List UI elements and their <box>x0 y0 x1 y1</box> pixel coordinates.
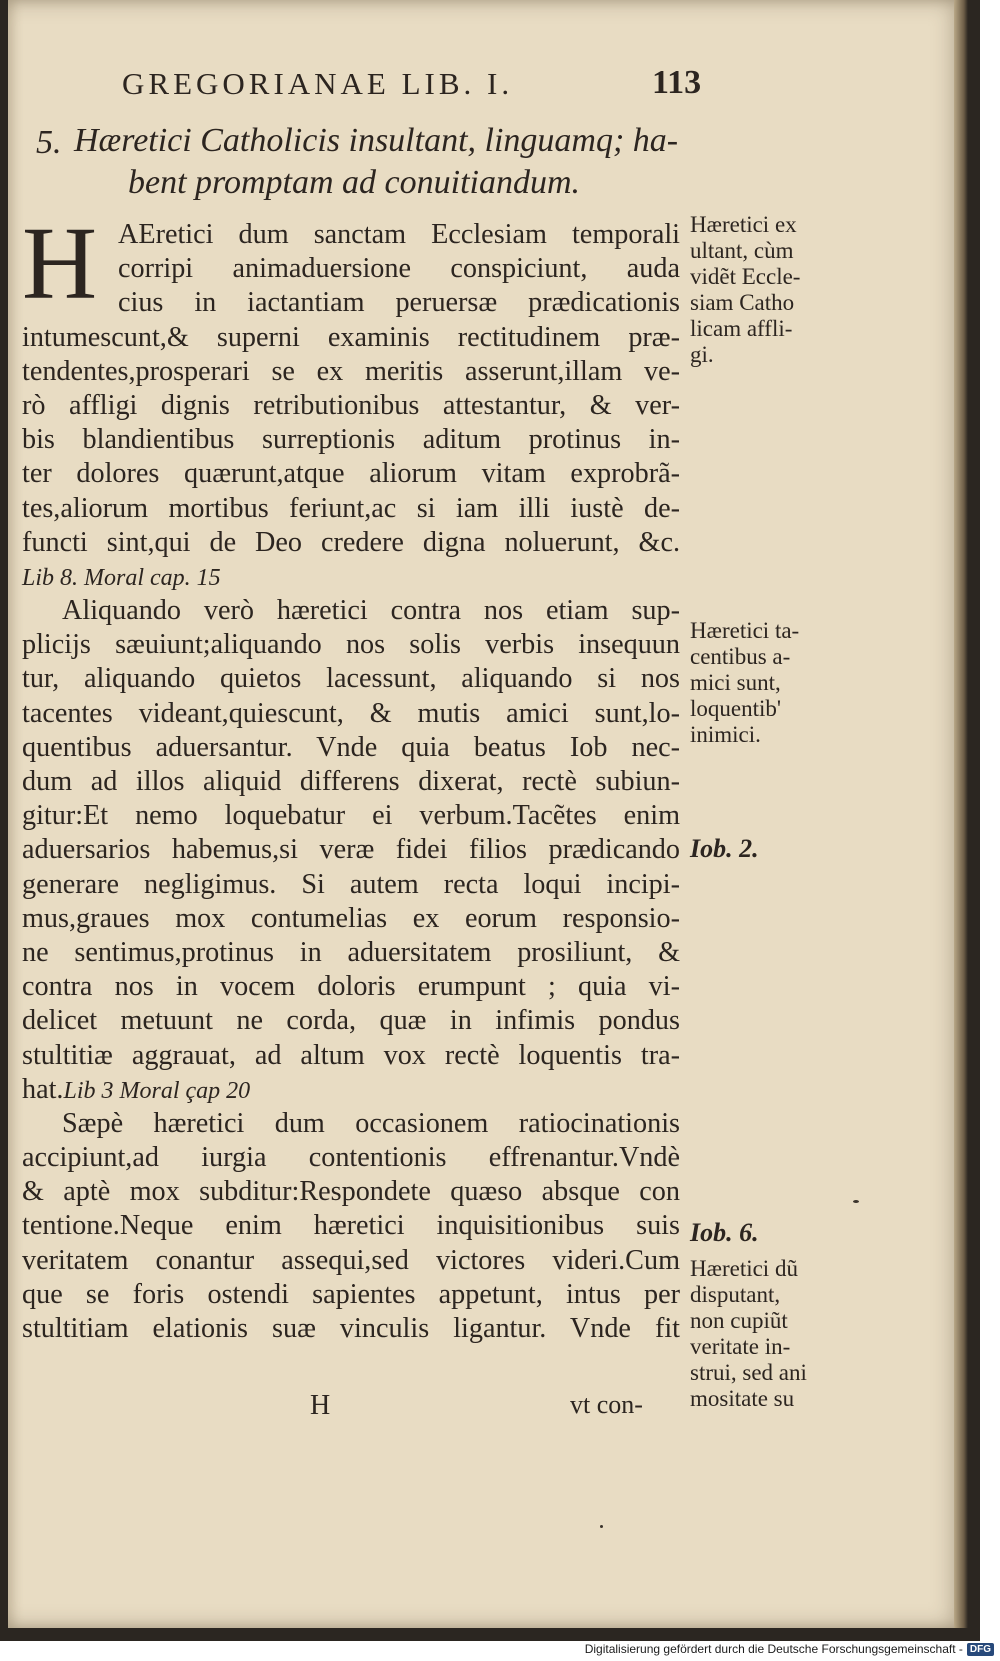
text-line: accipiunt,ad iurgia contentionis effrenantur.Vndè <box>22 1142 680 1174</box>
margin-line: centibus a- <box>690 644 791 669</box>
margin-line: licam affli- <box>690 316 793 341</box>
margin-line: ultant, cùm <box>690 238 794 263</box>
text-line: generare negligimus. Si autem recta loqui incipi- <box>22 868 680 900</box>
footer-text: Digitalisierung gefördert durch die Deutsche Forschungsgemeinschaft - <box>584 1642 963 1656</box>
text-line: tur, aliquando quietos lacessunt, aliquando si nos <box>22 663 680 695</box>
text-line: dum ad illos aliquid differens dixerat, rectè subiun- <box>22 766 680 797</box>
section-number: 5. <box>36 124 62 161</box>
text-line: & aptè mox subditur:Respondete quæso absque con <box>22 1176 680 1208</box>
margin-ref-iob-2: Iob. 2. <box>690 834 759 863</box>
text-line: tacentes videant,quiescunt, & mutis amici sunt,lo- <box>22 697 680 729</box>
text-line: veritatem conantur assequi,sed victores videri.Cum <box>22 1244 680 1276</box>
text-line: functi sint,qui de Deo credere digna noluerunt, &c. <box>22 526 680 558</box>
margin-line: Hæretici ex <box>690 212 797 237</box>
heading-line-1: Hæretici Catholicis insultant, linguamq; ha- <box>74 122 679 159</box>
paper-speck <box>600 1525 603 1528</box>
margin-line: loquentib' <box>690 696 782 721</box>
text-line: stultitiæ aggrauat, ad altum vox rectè loquentis tra- <box>22 1039 680 1071</box>
margin-line: Hæretici ta- <box>690 618 800 643</box>
text-line: tes,aliorum mortibus feriunt,ac si iam illi iustè de- <box>22 492 680 524</box>
citation-lib3: Lib 3 Moral çap 20 <box>63 1077 251 1104</box>
margin-line: mositate su <box>690 1386 795 1411</box>
text-line: delicet metuunt ne corda, quæ in infimis pondus <box>22 1005 680 1037</box>
section-heading <box>74 120 684 204</box>
text-line: corripi animaduersione conspiciunt, auda <box>118 253 680 285</box>
text-line: mus,graues mox contumelias ex eorum responsio- <box>22 902 680 934</box>
margin-note-2 <box>690 618 840 748</box>
drop-cap-initial: H <box>22 206 98 321</box>
margin-line: disputant, <box>690 1282 781 1307</box>
margin-line: gi. <box>690 342 714 367</box>
digitization-footer <box>585 1642 994 1656</box>
text-line: Aliquando verò hæretici contra nos etiam sup- <box>62 595 680 627</box>
text-line: ne sentimus,protinus in aduersitatem prosiliunt, & <box>22 936 680 968</box>
margin-line: mici sunt, <box>690 670 781 695</box>
dfg-logo: DFG <box>967 1643 994 1656</box>
signature-mark: H <box>310 1390 331 1421</box>
citation-lib8: Lib 8. Moral cap. 15 <box>22 564 221 591</box>
text-line: tentione.Neque enim hæretici inquisitionibus suis <box>22 1210 680 1242</box>
margin-line: non cupiũt <box>690 1308 788 1333</box>
text-line: tendentes,prosperari se ex meritis asserunt,illam ve- <box>22 355 680 387</box>
text-line-with-citation <box>22 1073 680 1107</box>
page-edge-shadow <box>954 0 968 1628</box>
margin-ref-iob-6: Iob. 6. <box>690 1218 759 1247</box>
main-text-column <box>22 206 680 1346</box>
text-line: Sæpè hæretici dum occasionem ratiocinationis <box>62 1107 680 1139</box>
citation-line <box>22 560 680 594</box>
text-line: intumescunt,& superni examinis rectitudinem præ- <box>22 321 680 353</box>
margin-line: veritate in- <box>690 1334 791 1359</box>
page-number: 113 <box>652 64 702 101</box>
text-line: ter dolores quærunt,atque aliorum vitam exprobrã- <box>22 458 680 490</box>
margin-line: vidẽt Eccle- <box>690 264 801 289</box>
text-line: stultitiam elationis suæ vinculis ligantur. Vnde fit <box>22 1313 680 1344</box>
catchword: vt con- <box>570 1390 643 1419</box>
text-line: rò affligi dignis retributionibus attestantur, & ver- <box>22 389 680 421</box>
margin-note-3 <box>690 1256 840 1412</box>
text-line: gitur:Et nemo loquebatur ei verbum.Tacẽtes enim <box>22 800 680 832</box>
margin-line: inimici. <box>690 722 761 747</box>
text-line: AEretici dum sanctam Ecclesiam temporali <box>118 219 680 250</box>
margin-line: strui, sed ani <box>690 1360 807 1385</box>
heading-line-2: bent promptam ad conuitiandum. <box>128 164 581 201</box>
text-line: aduersarios habemus,si veræ fidei filios prædicando <box>22 834 680 866</box>
text-line: que se foris ostendi sapientes appetunt, intus per <box>22 1278 680 1310</box>
running-head: GREGORIANAE LIB. I. <box>122 66 514 101</box>
margin-line: siam Catho <box>690 290 795 315</box>
paper-speck <box>853 1200 859 1203</box>
text-line: quentibus aduersantur. Vnde quia beatus Iob nec- <box>22 731 680 763</box>
text-line: cius in iactantiam peruersæ prædicationis <box>118 287 680 319</box>
text-fragment: hat. <box>22 1073 64 1105</box>
text-line: contra nos in vocem doloris erumpunt ; quia vi- <box>22 971 680 1003</box>
margin-note-1 <box>690 212 840 368</box>
text-line: plicijs sæuiunt;aliquando nos solis verbis insequun <box>22 629 680 661</box>
margin-line: Hæretici dũ <box>690 1256 798 1281</box>
text-line: bis blandientibus surreptionis aditum protinus in- <box>22 424 680 456</box>
